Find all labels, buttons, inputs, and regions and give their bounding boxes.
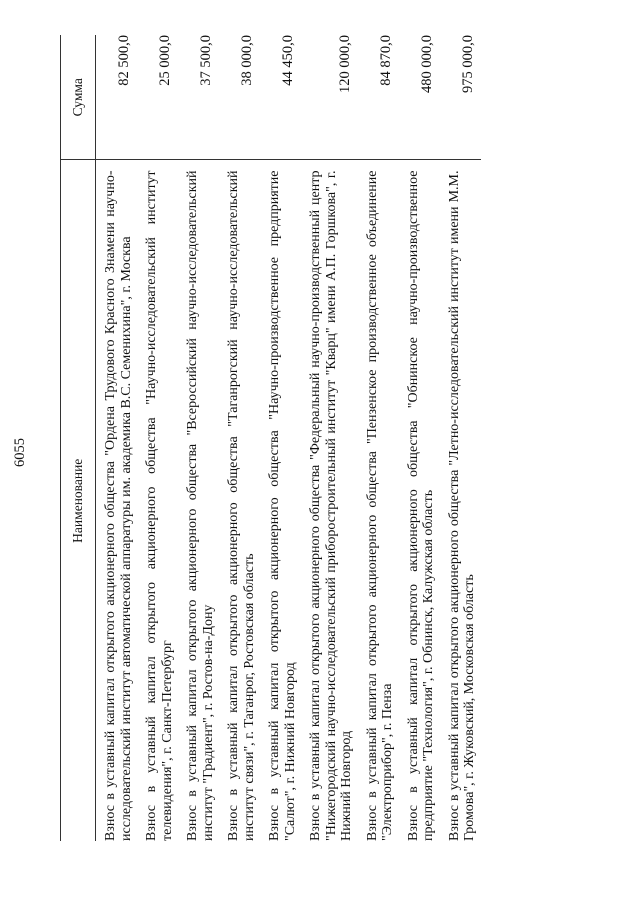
row-name: Взнос в уставный капитал открытого акционерного общества "Летно-исследовательский институт имени М.М. Громова", г. Жуковский, Московская область	[440, 160, 481, 841]
row-sum: 975 000,0	[459, 35, 476, 93]
row-sum: 37 500,0	[198, 35, 214, 86]
row-name: Взнос в уставный капитал открытого акционерного общества "Обнинское научно-производственное предприятие "Технология", г. Обнинск, Калужская область	[399, 160, 440, 841]
table-row	[219, 35, 260, 841]
row-sum: 480 000,0	[418, 35, 435, 93]
page-number: 6055	[12, 438, 28, 467]
row-sum: 120 000,0	[336, 35, 353, 93]
table-row	[440, 35, 481, 841]
row-name: Взнос в уставный капитал открытого акционерного общества "Пензенское производственное объединение "Электроприбор", г. Пенза	[358, 160, 399, 841]
table-row	[399, 35, 440, 841]
row-name: Взнос в уставный капитал открытого акционерного общества "Федеральный научно-производственный центр "Нижегородский научно-исследовательский приборостроительный институт "Кварц" имени А.П. Горшкова", г. Нижний Новгород	[301, 160, 358, 841]
table-row	[301, 35, 358, 841]
header-sum: Сумма	[61, 35, 96, 160]
row-sum: 44 450,0	[280, 35, 296, 86]
table-row	[137, 35, 178, 841]
table-row	[96, 35, 138, 841]
row-sum: 38 000,0	[239, 35, 255, 86]
row-name: Взнос в уставный капитал открытого акционерного общества "Таганрогский научно-исследовательский институт связи", г. Таганрог, Ростовская область	[219, 160, 260, 841]
row-sum: 84 870,0	[377, 35, 394, 86]
table-row	[358, 35, 399, 841]
table-row	[260, 35, 301, 841]
row-name: Взнос в уставный капитал открытого акционерного общества "Ордена Трудового Красного Знамени научно-исследовательский институт автоматической аппаратуры им. академика В.С. Семенихина", г. Москва	[96, 160, 138, 841]
row-sum: 25 000,0	[157, 35, 173, 86]
row-name: Взнос в уставный капитал открытого акционерного общества "Всероссийский научно-исследовательский институт "Градиент", г. Ростов-на-Дону	[178, 160, 219, 841]
table-row	[178, 35, 219, 841]
row-sum: 82 500,0	[116, 35, 132, 86]
row-name: Взнос в уставный капитал открытого акционерного общества "Научно-исследовательский институт телевидения", г. Санкт-Петербург	[137, 160, 178, 841]
budget-table	[60, 35, 481, 841]
row-name: Взнос в уставный капитал открытого акционерного общества "Научно-производственное предприятие "Салют", г. Нижний Новгород	[260, 160, 301, 841]
table-header-row	[61, 35, 96, 841]
header-name: Наименование	[61, 160, 96, 841]
